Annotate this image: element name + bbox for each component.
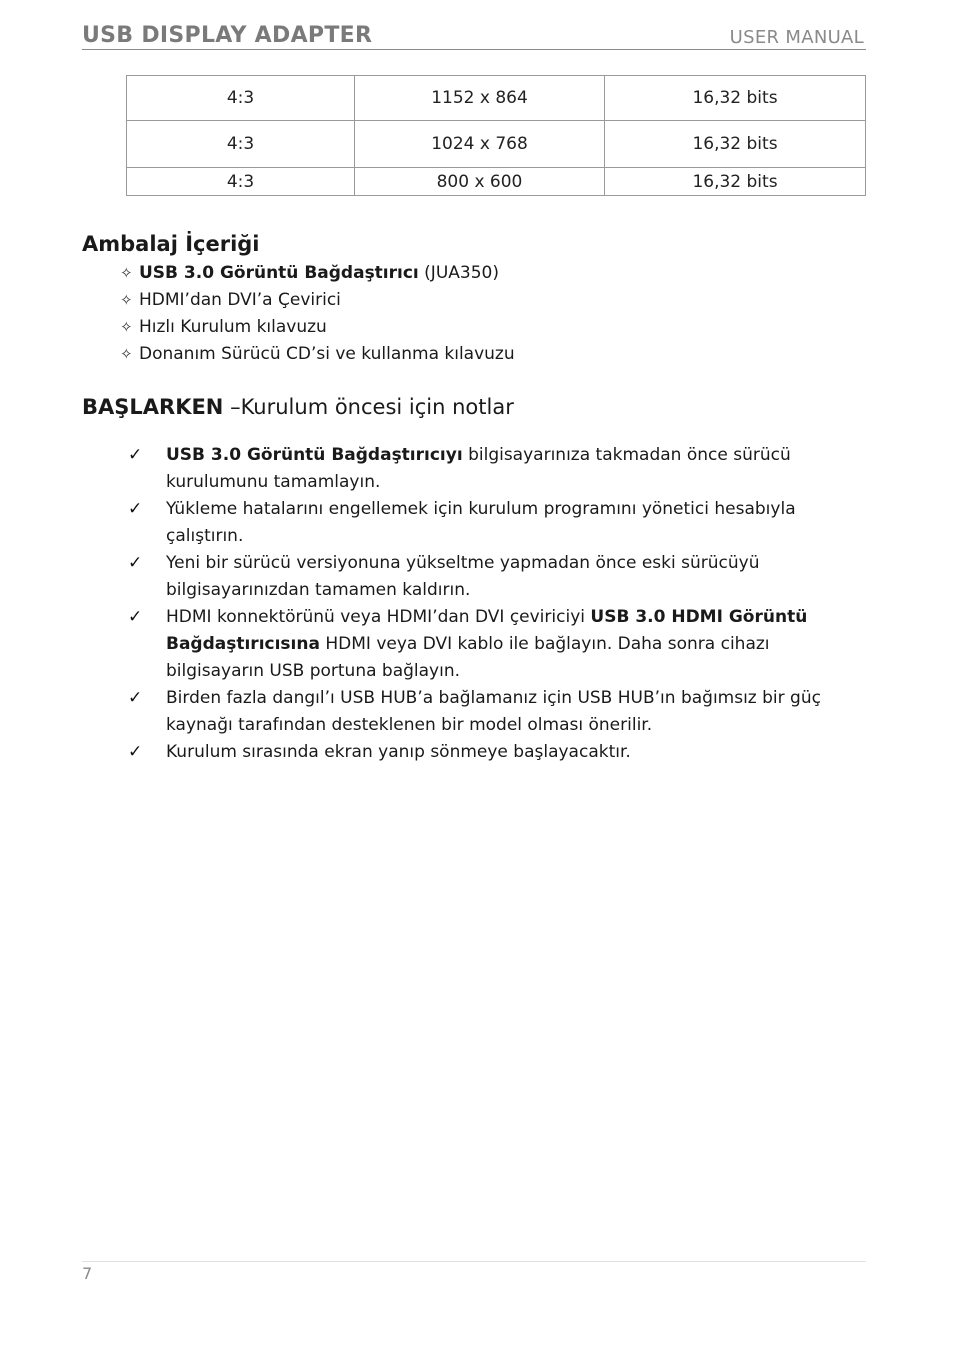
note-text: bilgisayarınıza takmadan önce sürücü kurulumunu tamamlayın.	[166, 445, 791, 492]
table-row	[127, 76, 866, 121]
check-mark-icon: ✓	[128, 553, 143, 573]
note-text: Birden fazla dangıl’ı USB HUB’a bağlamanız için USB HUB’ın bağımsız bir güç kaynağı tarafından desteklenen bir model olması önerilir.	[166, 688, 821, 735]
note-bold-text: USB 3.0 Görüntü Bağdaştırıcıyı	[166, 445, 463, 465]
installation-notes-list	[128, 442, 868, 766]
resolution-cell: 1024 x 768	[355, 121, 605, 168]
list-item	[120, 287, 515, 314]
resolution-cell: 800 x 600	[355, 168, 605, 196]
check-mark-icon: ✓	[128, 499, 143, 519]
note-text: Yeni bir sürücü versiyonuna yükseltme yapmadan önce eski sürücüyü bilgisayarınızdan tamamen kaldırın.	[166, 553, 760, 600]
four-pointed-star-icon: ✧	[120, 291, 133, 309]
list-item	[128, 685, 868, 739]
list-item	[128, 442, 868, 496]
four-pointed-star-icon: ✧	[120, 345, 133, 363]
color-depth-cell: 16,32 bits	[605, 168, 866, 196]
aspect-ratio-cell: 4:3	[127, 76, 355, 121]
list-item	[128, 550, 868, 604]
package-contents-list	[120, 260, 515, 368]
resolution-cell: 1152 x 864	[355, 76, 605, 121]
table-row	[127, 121, 866, 168]
list-item	[128, 496, 868, 550]
heading-rest: –Kurulum öncesi için notlar	[223, 395, 514, 419]
note-text: HDMI konnektörünü veya HDMI’dan DVI çeviriciyi	[166, 607, 591, 627]
page-header	[82, 22, 866, 50]
list-item	[128, 604, 868, 685]
resolution-table	[126, 75, 866, 196]
item-text: (JUA350)	[418, 263, 499, 283]
list-item	[120, 314, 515, 341]
note-text: HDMI veya DVI kablo ile bağlayın. Daha sonra cihazı bilgisayarın USB portuna bağlayın.	[166, 634, 770, 681]
document-title: USB DISPLAY ADAPTER	[82, 23, 373, 48]
note-text: Kurulum sırasında ekran yanıp sönmeye başlayacaktır.	[166, 742, 631, 762]
note-text: Yükleme hatalarını engellemek için kurulum programını yönetici hesabıyla çalıştırın.	[166, 499, 796, 546]
color-depth-cell: 16,32 bits	[605, 76, 866, 121]
list-item	[120, 341, 515, 368]
item-text: Hızlı Kurulum kılavuzu	[139, 317, 327, 337]
aspect-ratio-cell: 4:3	[127, 168, 355, 196]
item-bold-text: USB 3.0 Görüntü Bağdaştırıcı	[139, 263, 419, 283]
item-text: Donanım Sürücü CD’si ve kullanma kılavuzu	[139, 344, 515, 364]
check-mark-icon: ✓	[128, 445, 143, 465]
package-contents-heading: Ambalaj İçeriği	[82, 232, 260, 256]
note-bold-text: USB 3.0 HDMI Görüntü Bağdaştırıcısına	[166, 607, 808, 654]
footer-divider	[82, 1261, 866, 1262]
list-item	[128, 739, 868, 766]
list-item	[120, 260, 515, 287]
check-mark-icon: ✓	[128, 688, 143, 708]
getting-started-heading	[82, 393, 514, 421]
four-pointed-star-icon: ✧	[120, 264, 133, 282]
heading-bold: BAŞLARKEN	[82, 395, 224, 419]
check-mark-icon: ✓	[128, 742, 143, 762]
table-row	[127, 168, 866, 196]
check-mark-icon: ✓	[128, 607, 143, 627]
page-number: 7	[82, 1264, 93, 1283]
aspect-ratio-cell: 4:3	[127, 121, 355, 168]
document-type-label: USER MANUAL	[729, 27, 864, 48]
four-pointed-star-icon: ✧	[120, 318, 133, 336]
item-text: HDMI’dan DVI’a Çevirici	[139, 290, 341, 310]
color-depth-cell: 16,32 bits	[605, 121, 866, 168]
